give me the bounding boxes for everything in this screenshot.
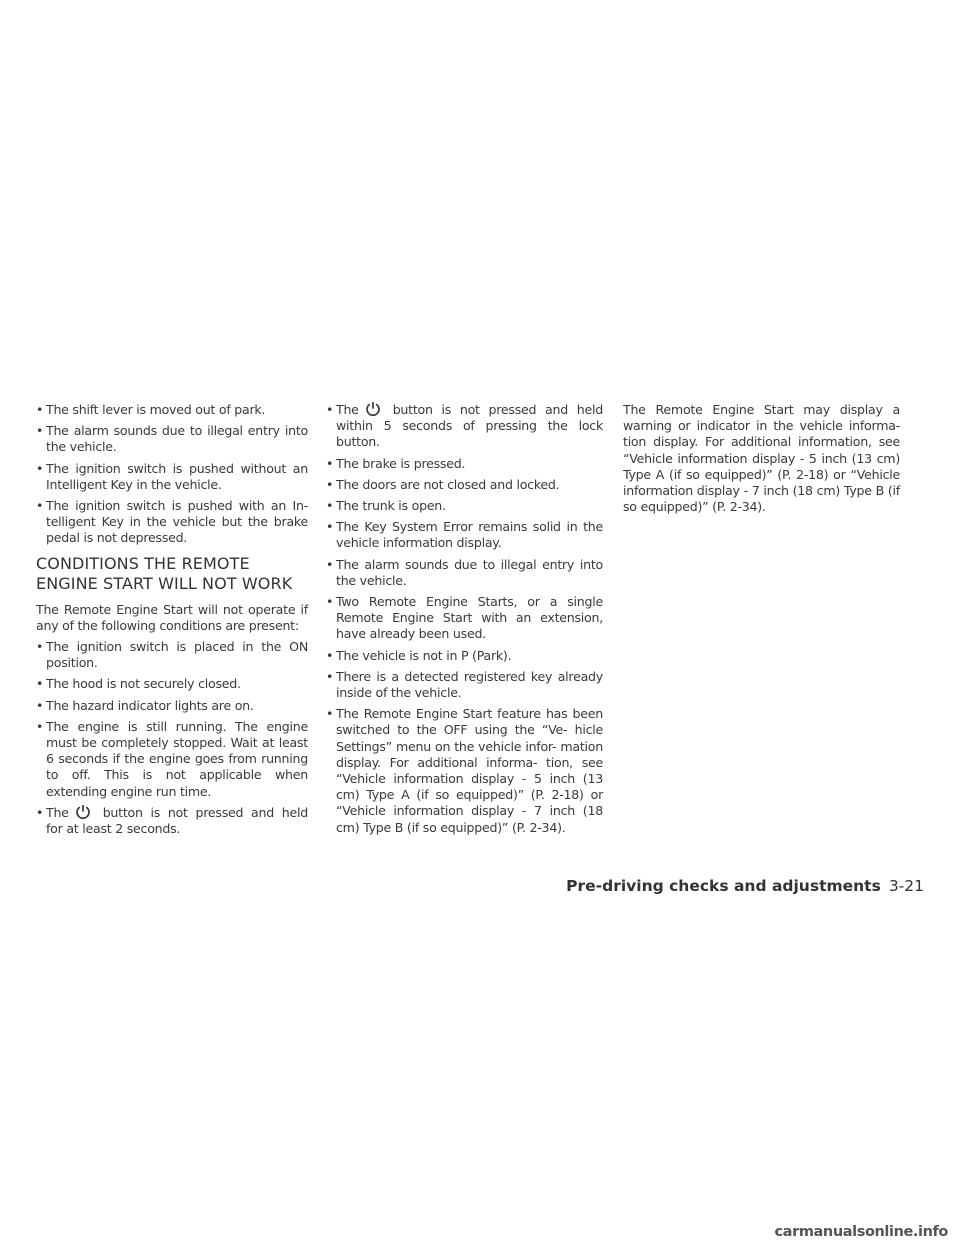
- list-item: • The doors are not closed and locked.: [326, 477, 603, 493]
- list-item: • The brake is pressed.: [326, 456, 603, 472]
- list-item: • The engine is still running. The engine must be completely stopped. Wait at least 6 seconds if the engine goes from running to off. This is not applicable when extending engine run time.: [36, 719, 308, 800]
- list-item: [36, 805, 308, 837]
- remote-start-icon: [75, 805, 91, 819]
- watermark: carmanualsonline.info: [774, 1224, 948, 1240]
- list-item: • The hazard indicator lights are on.: [36, 698, 308, 714]
- condition-list-bottom: [36, 639, 308, 837]
- list-item: • The ignition switch is placed in the ON position.: [36, 639, 308, 671]
- condition-list-top: [36, 402, 308, 547]
- page-footer: [0, 877, 924, 895]
- icon-item-prefix: The: [46, 804, 69, 820]
- page-number: 3-21: [888, 877, 924, 895]
- remote-start-icon: [365, 402, 381, 416]
- list-item: • The shift lever is moved out of park.: [36, 402, 308, 418]
- list-item: • The Key System Error remains solid in the vehicle information display.: [326, 519, 603, 551]
- list-item: • Two Remote Engine Starts, or a single Remote Engine Start with an extension, have already been used.: [326, 594, 603, 643]
- list-item: • The ignition switch is pushed with an In- telligent Key in the vehicle but the brake pedal is not depressed.: [36, 498, 308, 547]
- column-3: [623, 402, 900, 515]
- list-item: • The Remote Engine Start feature has been switched to the OFF using the “Ve- hicle Settings” menu on the vehicle infor- mation display. For additional informa- tion, see “Vehicle information display - 5 inch (13 cm) Type A (if so equipped)” (P. 2-18) or “Vehicle information display - 7 inch (18 cm) Type B (if so equipped)” (P. 2-34).: [326, 706, 603, 836]
- column-1: [36, 402, 308, 842]
- list-item: • The vehicle is not in P (Park).: [326, 648, 603, 664]
- icon-item-suffix: button is not pressed and held within 5 seconds of pressing the lock button.: [336, 402, 603, 450]
- intro-paragraph: The Remote Engine Start will not operate if any of the following conditions are present:: [36, 601, 308, 633]
- footer-section-title: Pre-driving checks and adjustments: [566, 877, 881, 895]
- icon-item-prefix: The: [336, 402, 359, 417]
- list-item: • There is a detected registered key already inside of the vehicle.: [326, 669, 603, 701]
- list-item: • The hood is not securely closed.: [36, 676, 308, 692]
- condition-list-continued: [326, 402, 603, 836]
- list-item: • The alarm sounds due to illegal entry into the vehicle.: [36, 423, 308, 455]
- section-heading: CONDITIONS THE REMOTE ENGINE START WILL NOT WORK: [36, 553, 293, 593]
- list-item: • The alarm sounds due to illegal entry into the vehicle.: [326, 557, 603, 589]
- list-item: • The ignition switch is pushed without an Intelligent Key in the vehicle.: [36, 461, 308, 493]
- info-paragraph: The Remote Engine Start may display a warning or indicator in the vehicle informa- tion display. For additional information, see “Vehicle information display - 5 inch (13 cm) Type A (if so equipped)” (P. 2-18) or “Vehicle information display - 7 inch (18 cm) Type B (if so equipped)” (P. 2-34).: [623, 402, 900, 515]
- list-item: [326, 402, 603, 451]
- icon-item-suffix: button is not pressed and held for at least 2 seconds.: [46, 804, 308, 837]
- list-item: • The trunk is open.: [326, 498, 603, 514]
- column-2: [326, 402, 603, 841]
